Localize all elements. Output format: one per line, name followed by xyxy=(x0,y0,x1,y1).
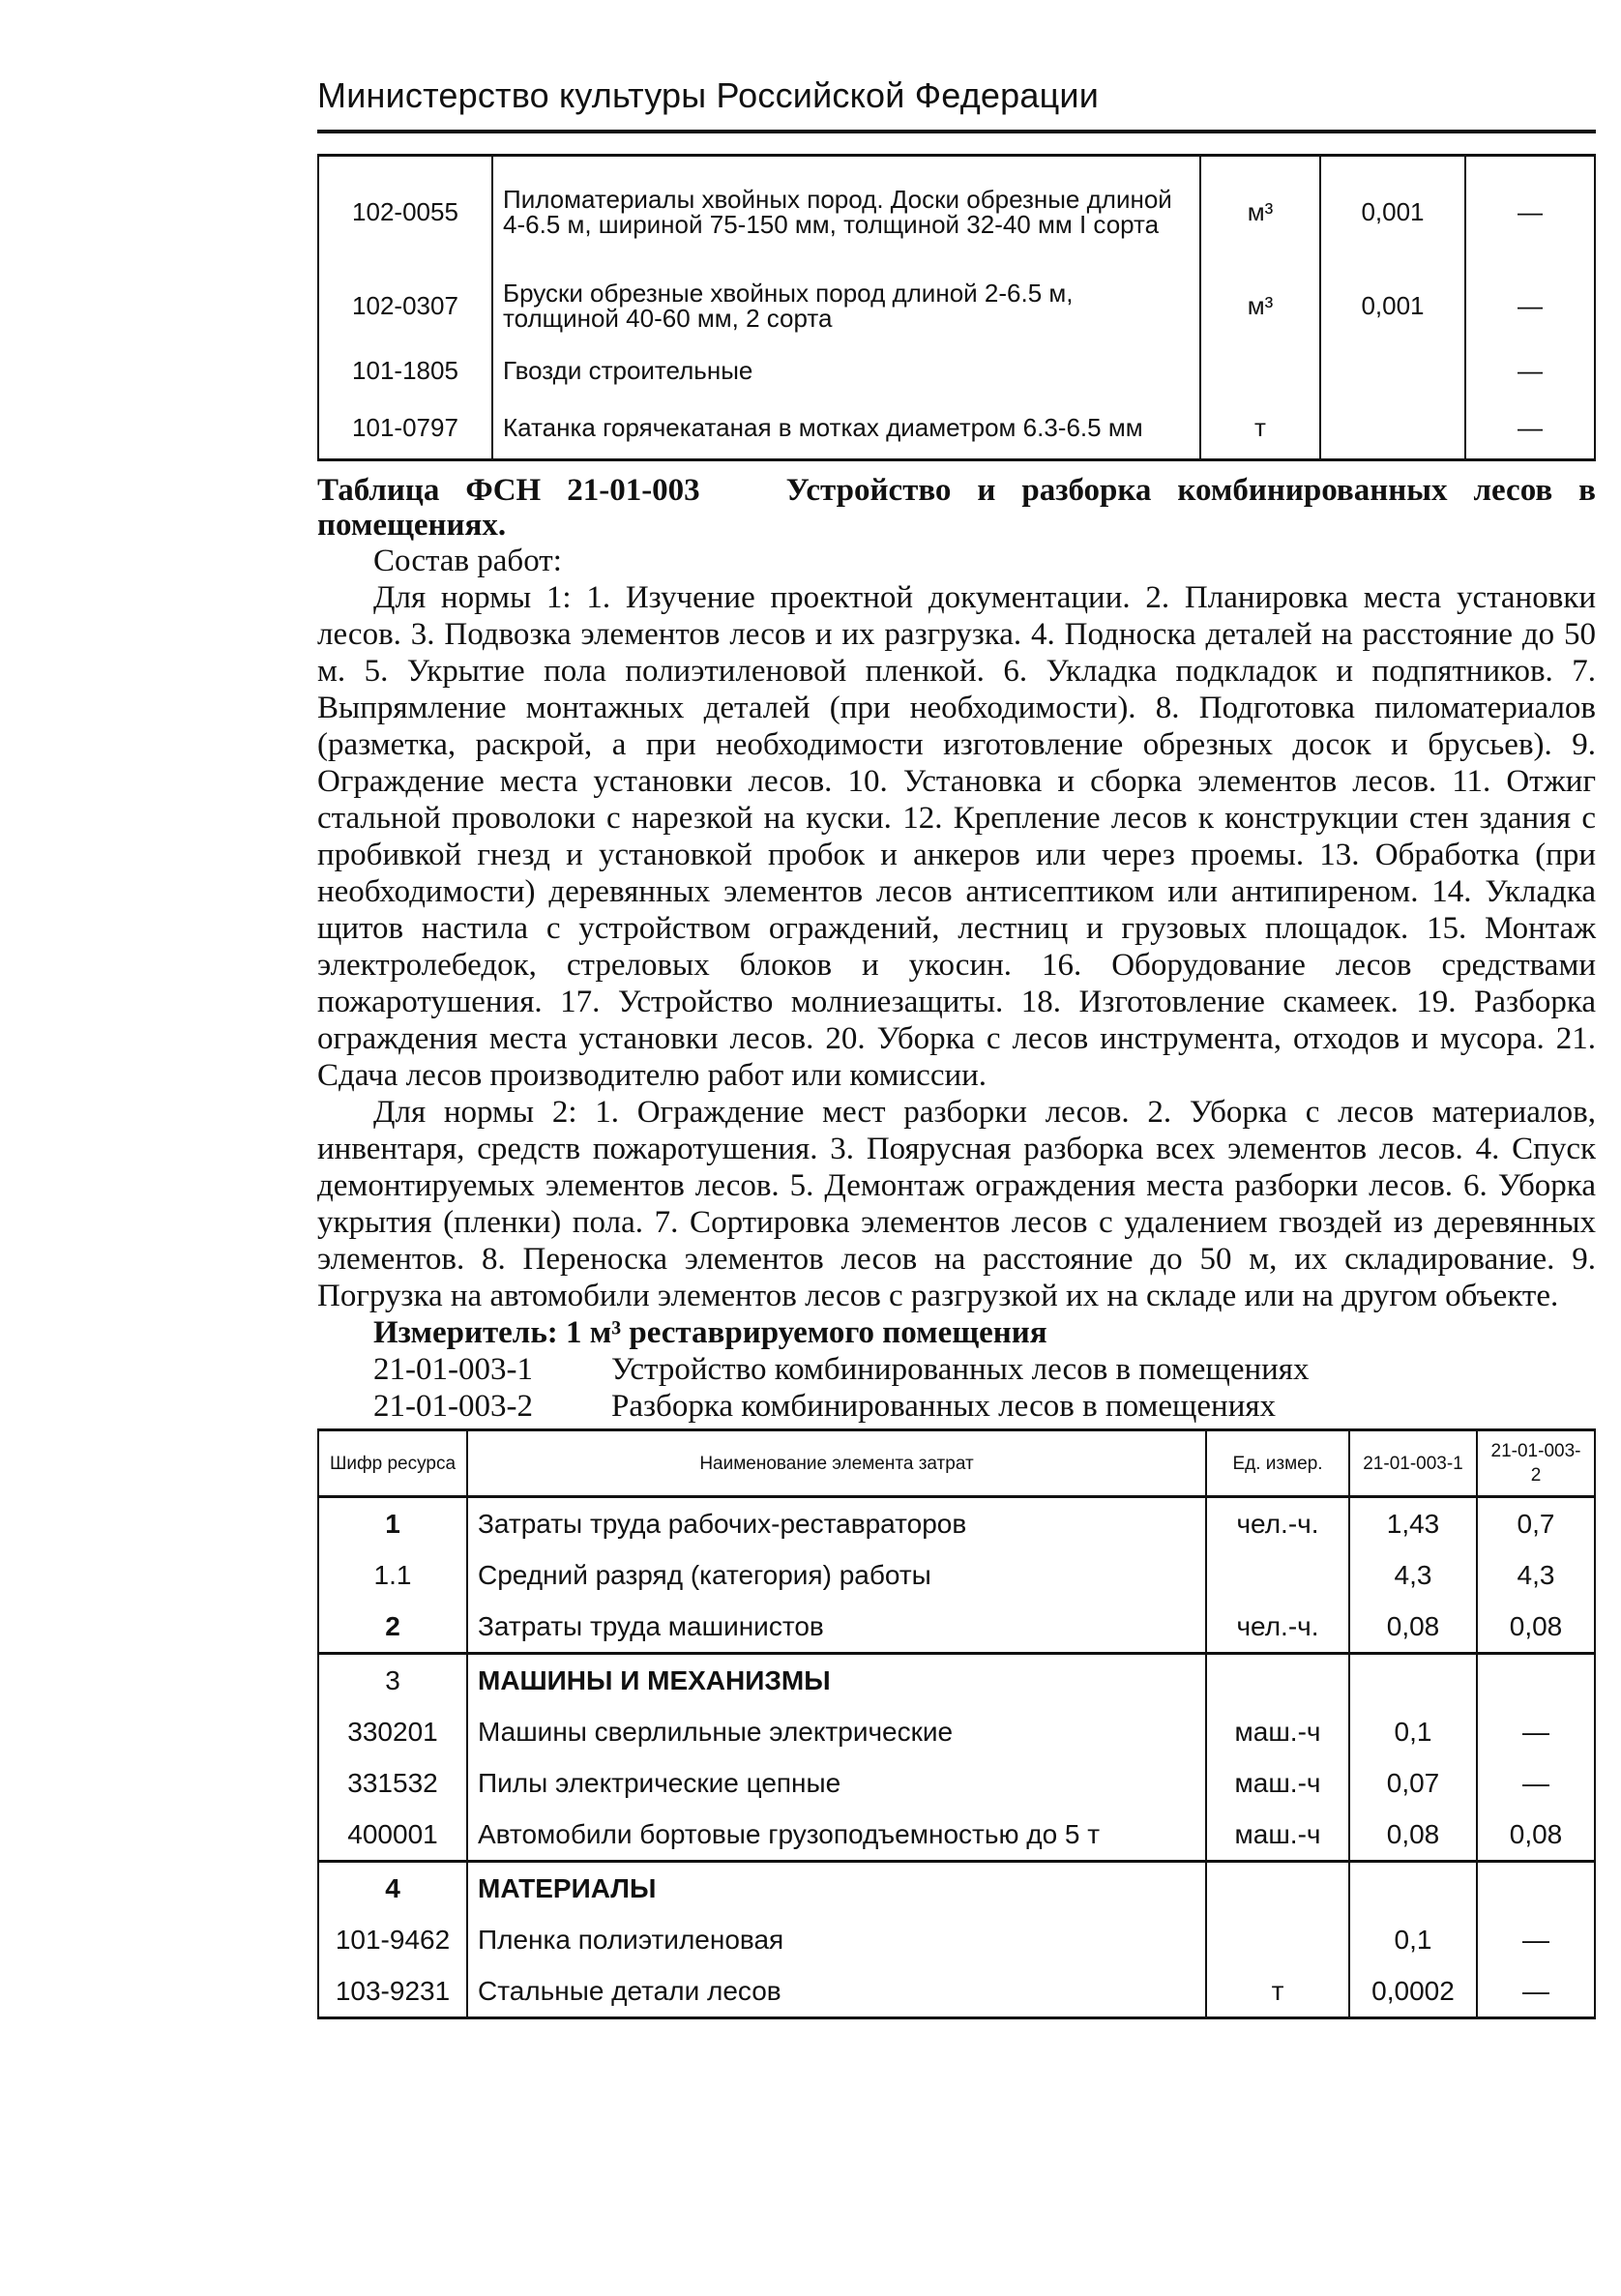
header-norm-2: 21-01-003-2 xyxy=(1477,1430,1595,1497)
resource-code: 330201 xyxy=(318,1706,467,1757)
resource-name: МАТЕРИАЛЫ xyxy=(467,1862,1206,1915)
norm-code: 21-01-003-2 xyxy=(373,1389,533,1424)
resource-name: Машины сверлильные электрические xyxy=(467,1706,1206,1757)
table-row xyxy=(318,1757,1595,1809)
resource-name: Автомобили бортовые грузоподъемностью до 5 т xyxy=(467,1809,1206,1862)
resource-unit: м³ xyxy=(1200,156,1320,268)
value-norm-1: 0,001 xyxy=(1320,156,1465,268)
value-norm-2: — xyxy=(1465,397,1595,460)
table-row xyxy=(318,1654,1595,1707)
value-norm-1 xyxy=(1349,1654,1477,1707)
resource-name: Гвозди строительные xyxy=(492,344,1200,397)
norms-table xyxy=(317,1428,1596,2019)
value-norm-2: — xyxy=(1477,1914,1595,1965)
resource-unit xyxy=(1206,1914,1349,1965)
norm-line xyxy=(317,1388,1596,1425)
header-unit: Ед. измер. xyxy=(1206,1430,1349,1497)
resource-name: Пленка полиэтиленовая xyxy=(467,1914,1206,1965)
table-title: Устройство и разборка комбинированных лесов в помещениях. xyxy=(317,473,1596,543)
value-norm-1: 0,001 xyxy=(1320,267,1465,344)
value-norm-2 xyxy=(1477,1862,1595,1915)
resource-unit: маш.-ч xyxy=(1206,1757,1349,1809)
value-norm-2: 4,3 xyxy=(1477,1549,1595,1601)
table-row xyxy=(318,1706,1595,1757)
value-norm-2: — xyxy=(1465,156,1595,268)
value-norm-2: — xyxy=(1477,1706,1595,1757)
resource-unit xyxy=(1206,1654,1349,1707)
resource-name: Стальные детали лесов xyxy=(467,1965,1206,2018)
resource-unit: чел.-ч. xyxy=(1206,1601,1349,1654)
resource-code: 1.1 xyxy=(318,1549,467,1601)
table-row xyxy=(318,156,1595,268)
resource-code: 103-9231 xyxy=(318,1965,467,2018)
value-norm-2: — xyxy=(1477,1757,1595,1809)
resource-unit: м³ xyxy=(1200,267,1320,344)
resource-code: 4 xyxy=(318,1862,467,1915)
resource-unit: т xyxy=(1206,1965,1349,2018)
table-row xyxy=(318,397,1595,460)
section-title xyxy=(317,473,1596,543)
resource-code: 331532 xyxy=(318,1757,467,1809)
value-norm-1: 0,08 xyxy=(1349,1809,1477,1862)
composition-label: Состав работ: xyxy=(373,544,562,578)
page-header: Министерство культуры Российской Федерации xyxy=(317,75,1596,133)
table-row xyxy=(318,267,1595,344)
value-norm-2: — xyxy=(1465,267,1595,344)
norm-line xyxy=(317,1351,1596,1388)
document-page xyxy=(317,75,1596,2019)
value-norm-2: — xyxy=(1477,1965,1595,2018)
table-header-row xyxy=(318,1430,1595,1497)
resource-name: Затраты труда машинистов xyxy=(467,1601,1206,1654)
value-norm-1: 1,43 xyxy=(1349,1497,1477,1550)
table-row xyxy=(318,1914,1595,1965)
resource-name: Затраты труда рабочих-реставраторов xyxy=(467,1497,1206,1550)
resource-name: Средний разряд (категория) работы xyxy=(467,1549,1206,1601)
resource-code: 400001 xyxy=(318,1809,467,1862)
measure-unit: Измеритель: 1 м³ реставрируемого помещения xyxy=(373,1315,1047,1350)
table-row xyxy=(318,1497,1595,1550)
resource-unit: маш.-ч xyxy=(1206,1809,1349,1862)
norm-2-work-list: Для нормы 2: 1. Ограждение мест разборки лесов. 2. Уборка с лесов материалов, инвентаря, средств пожаротушения. 3. Поярусная разборка всех элементов лесов. 4. Спуск демонтируемых элементов лесов. 5. Демонтаж ограждения места разборки лесов. 6. Уборка укрытия (пленки) пола. 7. Сортировка элементов лесов с удалением гвоздей из деревянных элементов. 8. Переноска элементов лесов на расстояние до 50 м, их складирование. 9. Погрузка на автомобили элементов лесов с разгрузкой их на складе или на другом объекте. xyxy=(317,1095,1596,1313)
resource-name: Бруски обрезные хвойных пород длиной 2-6.5 м, толщиной 40-60 мм, 2 сорта xyxy=(492,267,1200,344)
norm-code: 21-01-003-1 xyxy=(373,1352,533,1387)
resource-code: 101-9462 xyxy=(318,1914,467,1965)
value-norm-2: 0,08 xyxy=(1477,1601,1595,1654)
resource-name: Пиломатериалы хвойных пород. Доски обрезные длиной 4-6.5 м, шириной 75-150 мм, толщиной 32-40 мм I сорта xyxy=(492,156,1200,268)
table-number: Таблица ФСН 21-01-003 xyxy=(317,473,700,508)
value-norm-2: 0,7 xyxy=(1477,1497,1595,1550)
resource-code: 2 xyxy=(318,1601,467,1654)
resource-name: Пилы электрические цепные xyxy=(467,1757,1206,1809)
table-row xyxy=(318,1601,1595,1654)
value-norm-2: 0,08 xyxy=(1477,1809,1595,1862)
table-row xyxy=(318,1549,1595,1601)
value-norm-1 xyxy=(1320,344,1465,397)
resource-code: 102-0307 xyxy=(318,267,492,344)
resource-unit: маш.-ч xyxy=(1206,1706,1349,1757)
table-row xyxy=(318,1809,1595,1862)
value-norm-1 xyxy=(1320,397,1465,460)
resource-unit xyxy=(1200,344,1320,397)
value-norm-1: 0,1 xyxy=(1349,1914,1477,1965)
value-norm-2 xyxy=(1477,1654,1595,1707)
resource-name: Катанка горячекатаная в мотках диаметром 6.3-6.5 мм xyxy=(492,397,1200,460)
norm-1-work-list: Для нормы 1: 1. Изучение проектной документации. 2. Планировка места установки лесов. 3. Подвозка элементов лесов и их разгрузка. 4. Подноска деталей на расстояние до 50 м. 5. Укрытие пола полиэтиленовой пленкой. 6. Укладка подкладок и подпятников. 7. Выпрямление монтажных деталей (при необходимости). 8. Подготовка пиломатериалов (разметка, раскрой, а при необходимости изготовление обрезных досок и брусьев). 9. Ограждение места установки лесов. 10. Установка и сборка элементов лесов. 11. Отжиг стальной проволоки с нарезкой на куски. 12. Крепление лесов к конструкции стен здания с пробивкой гнезд и установкой пробок и анкеров или через проемы. 13. Обработка (при необходимости) деревянных элементов лесов антисептиком или антипиреном. 14. Укладка щитов настила с устройством ограждений, лестниц и грузовых площадок. 15. Монтаж электролебедок, стреловых блоков и укосин. 16. Оборудование лесов средствами пожаротушения. 17. Устройство молниезащиты. 18. Изготовление скамеек. 19. Разборка ограждения места установки лесов. 20. Уборка с лесов инструмента, отходов и мусора. 21. Сдача лесов производителю работ или комиссии. xyxy=(317,580,1596,1093)
value-norm-1: 0,1 xyxy=(1349,1706,1477,1757)
resource-name: МАШИНЫ И МЕХАНИЗМЫ xyxy=(467,1654,1206,1707)
resource-unit xyxy=(1206,1862,1349,1915)
resource-unit: чел.-ч. xyxy=(1206,1497,1349,1550)
table-row xyxy=(318,344,1595,397)
header-name: Наименование элемента затрат xyxy=(467,1430,1206,1497)
resource-unit xyxy=(1206,1549,1349,1601)
header-norm-1: 21-01-003-1 xyxy=(1349,1430,1477,1497)
value-norm-1: 0,0002 xyxy=(1349,1965,1477,2018)
resource-code: 3 xyxy=(318,1654,467,1707)
header-code: Шифр ресурса xyxy=(318,1430,467,1497)
value-norm-1: 0,08 xyxy=(1349,1601,1477,1654)
resource-code: 102-0055 xyxy=(318,156,492,268)
norm-text: Устройство комбинированных лесов в помещениях xyxy=(611,1352,1310,1387)
resource-code: 101-1805 xyxy=(318,344,492,397)
resource-table-continued xyxy=(317,154,1596,461)
resource-code: 101-0797 xyxy=(318,397,492,460)
value-norm-1: 4,3 xyxy=(1349,1549,1477,1601)
norm-text: Разборка комбинированных лесов в помещениях xyxy=(611,1389,1277,1424)
table-row xyxy=(318,1862,1595,1915)
value-norm-1 xyxy=(1349,1862,1477,1915)
resource-code: 1 xyxy=(318,1497,467,1550)
value-norm-1: 0,07 xyxy=(1349,1757,1477,1809)
resource-unit: т xyxy=(1200,397,1320,460)
value-norm-2: — xyxy=(1465,344,1595,397)
table-row xyxy=(318,1965,1595,2018)
